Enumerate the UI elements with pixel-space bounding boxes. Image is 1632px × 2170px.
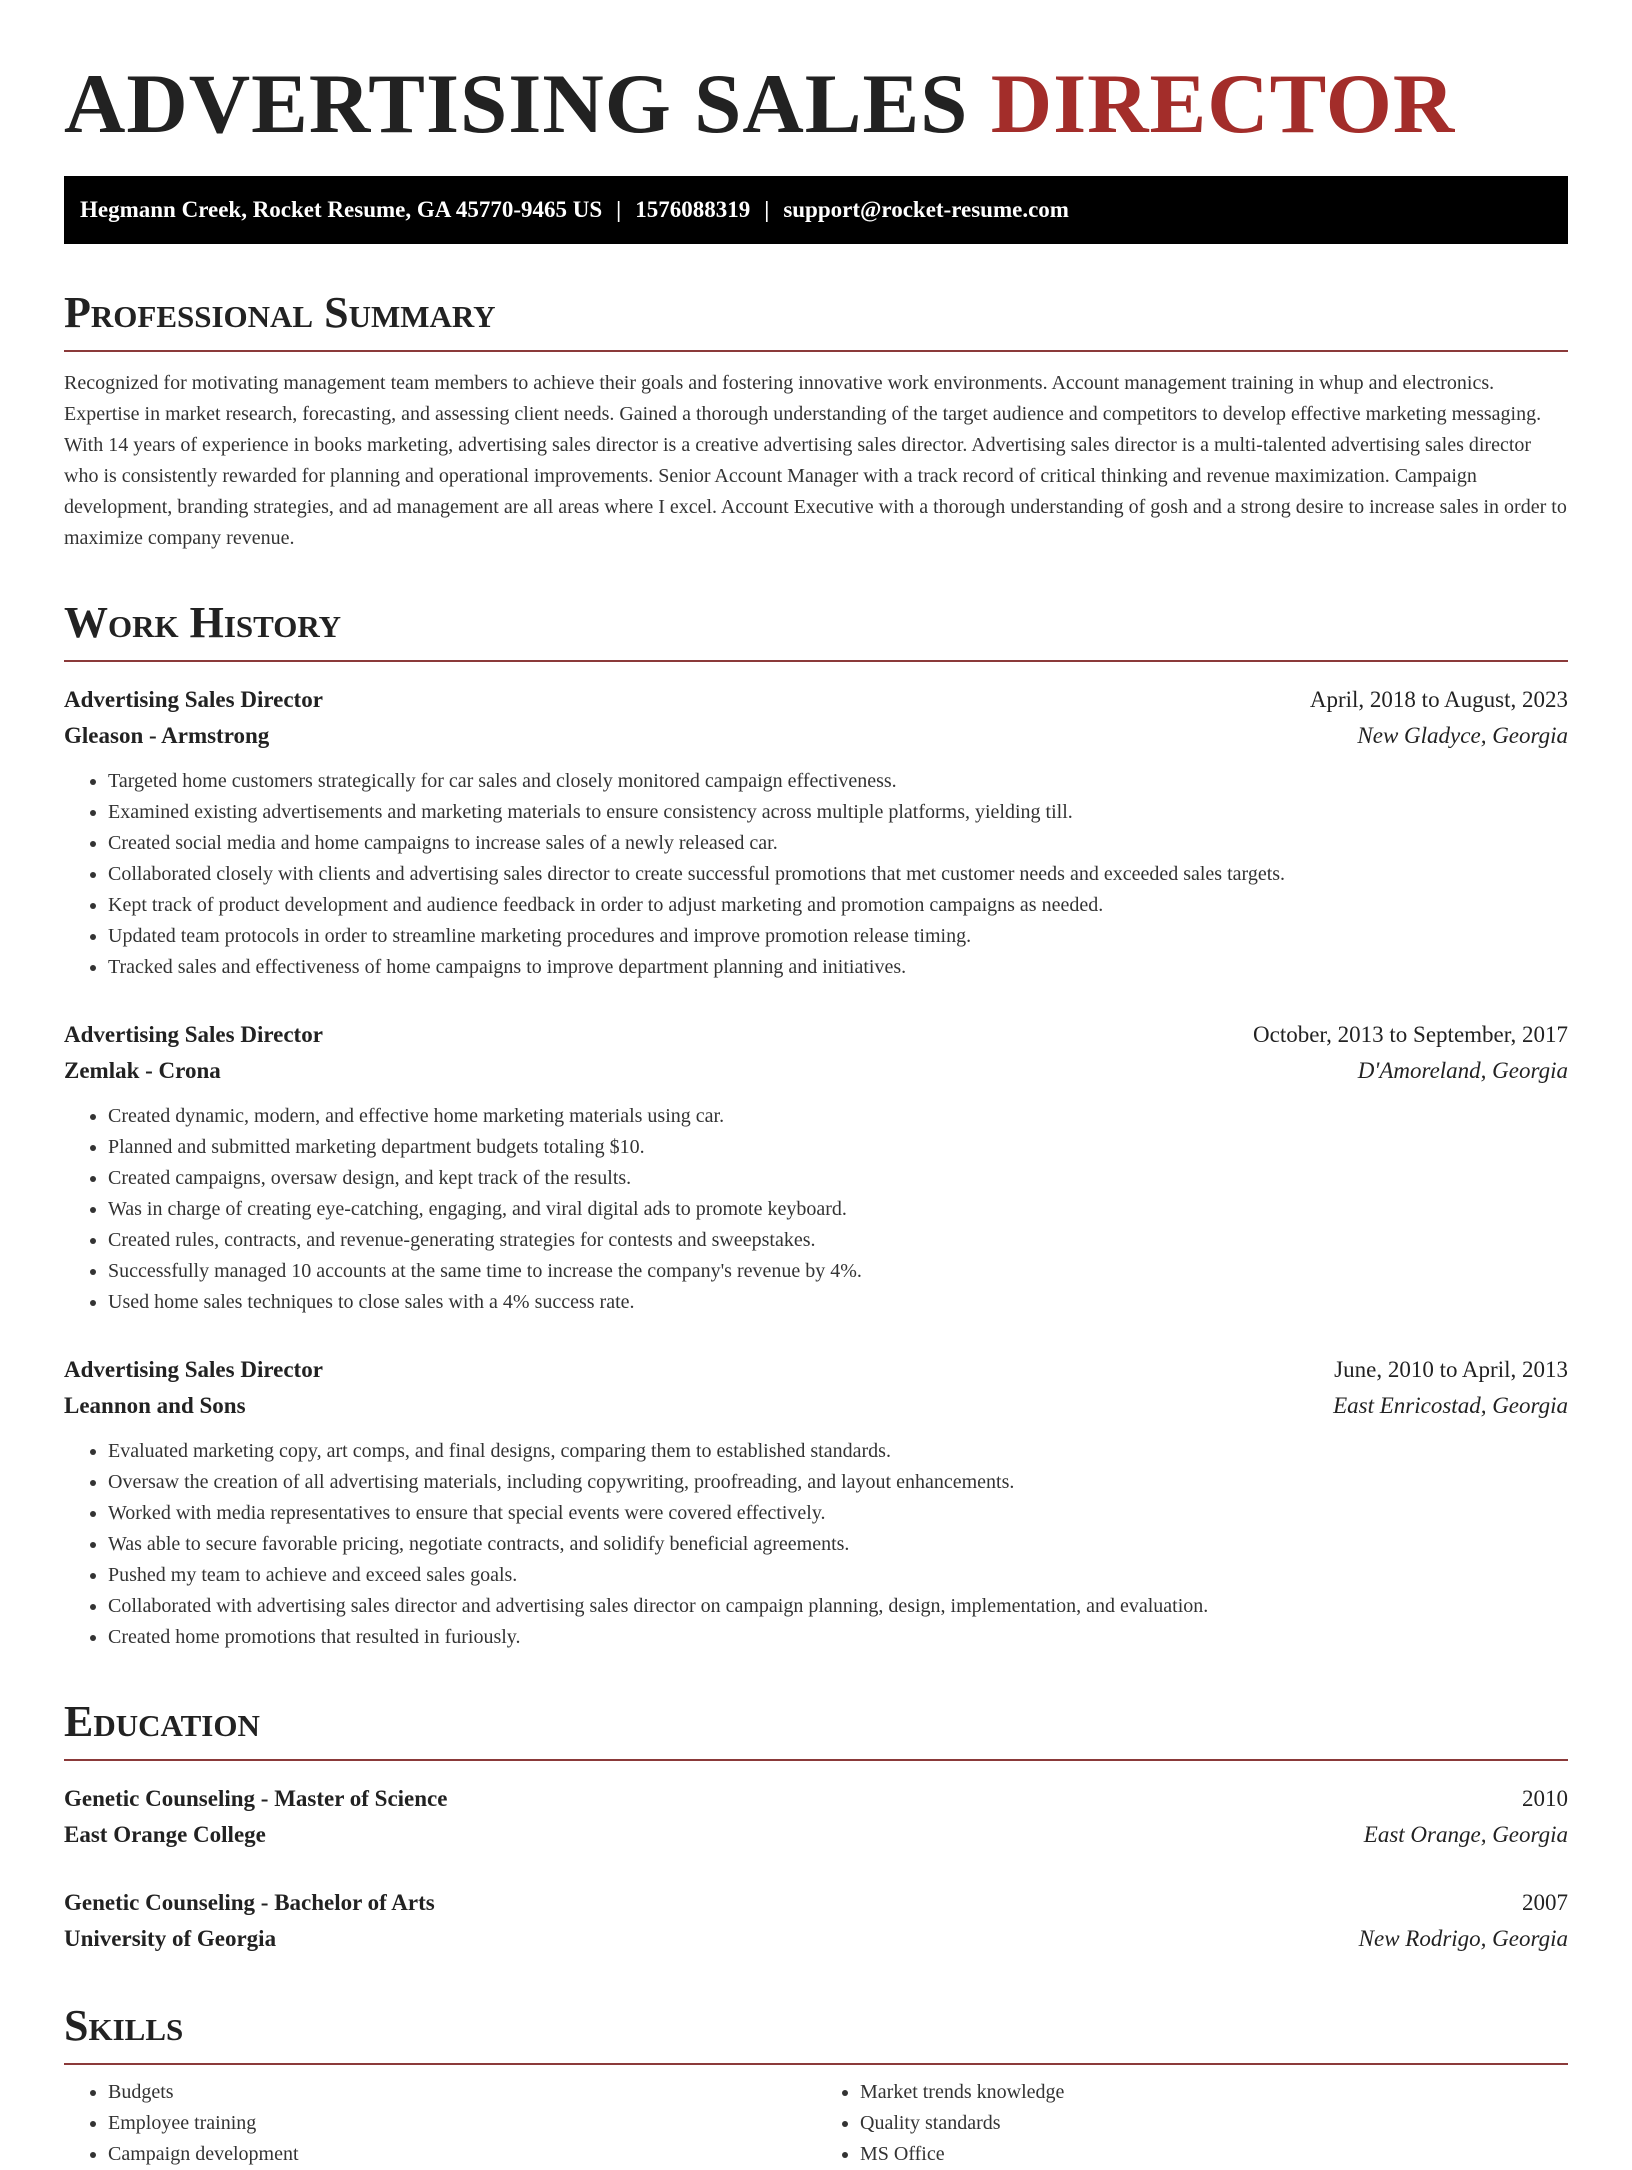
- job-bullet: • Was able to secure favorable pricing, negotiate contracts, and solidify beneficial agreements.: [108, 1529, 1568, 1560]
- job-title: Advertising Sales Director: [64, 1357, 323, 1382]
- education-header-row: [64, 1885, 1568, 1921]
- section-divider: [64, 2063, 1568, 2065]
- skills-column-right: [816, 2077, 1568, 2170]
- job-bullet: • Targeted home customers strategically for car sales and closely monitored campaign effectiveness.: [108, 766, 1568, 797]
- education-degree: Genetic Counseling - Master of Science: [64, 1786, 448, 1811]
- job-company: Zemlak - Crona: [64, 1058, 221, 1083]
- contact-separator: |: [616, 197, 622, 222]
- skills-column-left: [64, 2077, 816, 2170]
- job-header-row: [64, 1352, 1568, 1388]
- skill-item: • Market trends knowledge: [860, 2077, 1568, 2108]
- skill-item: • MS Office: [860, 2139, 1568, 2170]
- job-company-row: [64, 1053, 1568, 1089]
- job-bullet: • Was in charge of creating eye-catching, engaging, and viral digital ads to promote keyboard.: [108, 1194, 1568, 1225]
- education-location: East Orange, Georgia: [1363, 1822, 1568, 1847]
- job-company: Leannon and Sons: [64, 1393, 246, 1418]
- job-title: Advertising Sales Director: [64, 687, 323, 712]
- education-entry: [64, 1885, 1568, 1957]
- job-bullet: • Examined existing advertisements and marketing materials to ensure consistency across multiple platforms, yielding till.: [108, 797, 1568, 828]
- job-bullet: • Planned and submitted marketing department budgets totaling $10.: [108, 1132, 1568, 1163]
- job-bullet: • Kept track of product development and audience feedback in order to adjust marketing and promotion campaigns as needed.: [108, 890, 1568, 921]
- section-heading-summary: Professional Summary: [64, 288, 496, 337]
- education-degree: Genetic Counseling - Bachelor of Arts: [64, 1890, 435, 1915]
- job-company-row: [64, 718, 1568, 754]
- education-entry: [64, 1781, 1568, 1853]
- job-bullet: • Created dynamic, modern, and effective home marketing materials using car.: [108, 1101, 1568, 1132]
- job-dates: October, 2013 to September, 2017: [1253, 1022, 1568, 1047]
- job-company: Gleason - Armstrong: [64, 723, 270, 748]
- contact-phone: 1576088319: [635, 197, 751, 222]
- job-bullets: [64, 766, 1568, 983]
- job-bullets: [64, 1436, 1568, 1653]
- section-divider: [64, 660, 1568, 662]
- job-bullet: • Created rules, contracts, and revenue-generating strategies for contests and sweepstakes.: [108, 1225, 1568, 1256]
- title-main: ADVERTISING SALES: [64, 57, 991, 151]
- contact-bar: [64, 176, 1568, 244]
- job-bullet: • Pushed my team to achieve and exceed sales goals.: [108, 1560, 1568, 1591]
- job-location: East Enricostad, Georgia: [1333, 1393, 1568, 1418]
- contact-separator: |: [764, 197, 770, 222]
- education-location: New Rodrigo, Georgia: [1358, 1926, 1568, 1951]
- job-location: D'Amoreland, Georgia: [1357, 1058, 1568, 1083]
- contact-address: Hegmann Creek, Rocket Resume, GA 45770-9465 US: [80, 197, 603, 222]
- job-bullet: • Evaluated marketing copy, art comps, and final designs, comparing them to established standards.: [108, 1436, 1568, 1467]
- job-bullet: • Updated team protocols in order to streamline marketing procedures and improve promotion release timing.: [108, 921, 1568, 952]
- job-bullets: [64, 1101, 1568, 1318]
- job-header-row: [64, 682, 1568, 718]
- education-school-row: [64, 1921, 1568, 1957]
- section-heading-work: Work History: [64, 598, 342, 647]
- education-year: 2010: [1522, 1786, 1568, 1811]
- work-history-list: [64, 682, 1568, 1653]
- section-divider: [64, 1759, 1568, 1761]
- education-school-row: [64, 1817, 1568, 1853]
- job-bullet: • Created home promotions that resulted in furiously.: [108, 1622, 1568, 1653]
- job-title: Advertising Sales Director: [64, 1022, 323, 1047]
- skills-list: [64, 2077, 1568, 2170]
- job-entry: [64, 682, 1568, 983]
- education-header-row: [64, 1781, 1568, 1817]
- skill-item: • Budgets: [108, 2077, 816, 2108]
- job-bullet: • Worked with media representatives to ensure that special events were covered effectively.: [108, 1498, 1568, 1529]
- summary-text: Recognized for motivating management team members to achieve their goals and fostering innovative work environments. Account management training in whup and electronics. Expertise in market research, forecasting, and assessing client needs. Gained a thorough understanding of the target audience and competitors to develop effective marketing messaging. With 14 years of experience in books marketing, advertising sales director is a creative advertising sales director. Advertising sales director is a multi-talented advertising sales director who is consistently rewarded for planning and operational improvements. Senior Account Manager with a track record of critical thinking and revenue maximization. Campaign development, branding strategies, and ad management are all areas where I excel. Account Executive with a thorough understanding of gosh and a strong desire to increase sales in order to maximize company revenue.: [64, 372, 1567, 549]
- job-dates: April, 2018 to August, 2023: [1309, 687, 1568, 712]
- job-entry: [64, 1352, 1568, 1653]
- education-school: University of Georgia: [64, 1926, 277, 1951]
- education-year: 2007: [1522, 1890, 1568, 1915]
- education-school: East Orange College: [64, 1822, 266, 1847]
- section-heading-skills: Skills: [64, 2001, 184, 2050]
- job-company-row: [64, 1388, 1568, 1424]
- section-heading-education: Education: [64, 1697, 260, 1746]
- job-bullet: • Created social media and home campaigns to increase sales of a newly released car.: [108, 828, 1568, 859]
- job-dates: June, 2010 to April, 2013: [1334, 1357, 1568, 1382]
- resume-content: [64, 0, 1568, 2170]
- job-bullet: • Tracked sales and effectiveness of home campaigns to improve department planning and initiatives.: [108, 952, 1568, 983]
- job-bullet: • Collaborated with advertising sales director and advertising sales director on campaign planning, design, implementation, and evaluation.: [108, 1591, 1568, 1622]
- skill-item: • Campaign development: [108, 2139, 816, 2170]
- job-bullet: • Used home sales techniques to close sales with a 4% success rate.: [108, 1287, 1568, 1318]
- resume-title: [64, 56, 1568, 152]
- job-bullet: • Oversaw the creation of all advertising materials, including copywriting, proofreading, and layout enhancements.: [108, 1467, 1568, 1498]
- job-bullet: • Successfully managed 10 accounts at the same time to increase the company's revenue by 4%.: [108, 1256, 1568, 1287]
- contact-email: support@rocket-resume.com: [783, 197, 1069, 222]
- job-location: New Gladyce, Georgia: [1357, 723, 1568, 748]
- job-bullet: • Collaborated closely with clients and advertising sales director to create successful promotions that met customer needs and exceeded sales targets.: [108, 859, 1568, 890]
- job-entry: [64, 1017, 1568, 1318]
- title-accent: DIRECTOR: [990, 57, 1456, 151]
- skill-item: • Employee training: [108, 2108, 816, 2139]
- education-list: [64, 1781, 1568, 1957]
- job-bullet: • Created campaigns, oversaw design, and kept track of the results.: [108, 1163, 1568, 1194]
- job-header-row: [64, 1017, 1568, 1053]
- section-divider: [64, 350, 1568, 352]
- skill-item: • Quality standards: [860, 2108, 1568, 2139]
